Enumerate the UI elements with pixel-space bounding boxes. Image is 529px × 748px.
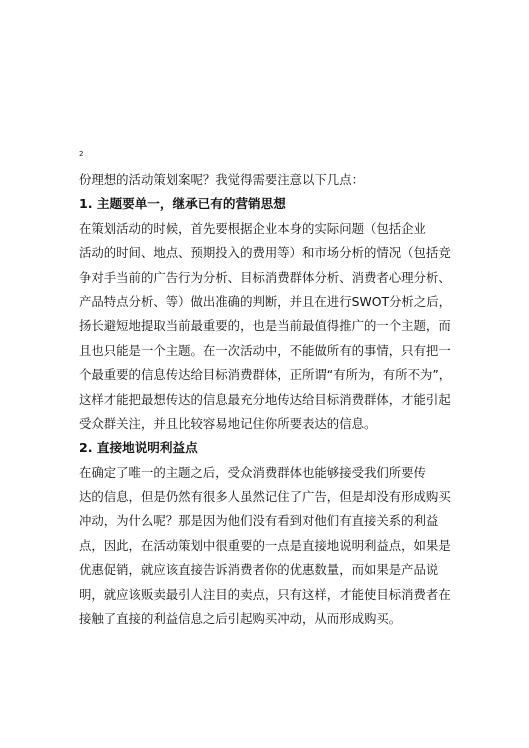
section-heading-1: 1. 主题要单一，继承已有的营销思想 [79, 196, 286, 212]
section-1-line: 这样才能把最想传达的信息最充分地传达给目标消费群体，才能引起 [79, 391, 451, 407]
section-1-line: 个最重要的信息传达给目标消费群体，正所谓“有所为，有所不为”， [79, 367, 452, 383]
section-2-line: 点，因此，在活动策划中很重要的一点是直接地说明利益点，如果是 [79, 537, 451, 553]
section-2-line: 在确定了唯一的主题之后，受众消费群体也能够接受我们所要传 [79, 464, 426, 480]
section-2-line: 优惠促销，就应该直接告诉消费者你的优惠数量，而如果是产品说 [79, 562, 439, 578]
page-number: 2 [79, 150, 84, 158]
section-1-line: 争对手当前的广告行为分析、目标消费群体分析、消费者心理分析、 [79, 269, 451, 285]
section-2-line: 明，就应该贩卖最引人注目的卖点，只有这样，才能使目标消费者在 [79, 586, 451, 602]
section-heading-2: 2. 直接地说明利益点 [79, 440, 198, 456]
section-2-line: 冲动，为什么呢？那是因为他们没有看到对他们有直接关系的利益 [79, 513, 439, 529]
section-1-line: 在策划活动的时候，首先要根据企业本身的实际问题（包括企业 [79, 220, 426, 236]
section-1-line: 产品特点分析、等）做出准确的判断，并且在进行SWOT分析之后， [79, 293, 451, 309]
section-1-line: 活动的时间、地点、预期投入的费用等）和市场分析的情况（包括竞 [79, 245, 451, 261]
section-2-line: 接触了直接的利益信息之后引起购买冲动，从而形成购买。 [79, 611, 402, 627]
section-1-line: 受众群关注，并且比较容易地记住你所要表达的信息。 [79, 415, 377, 431]
section-1-paragraph [79, 217, 451, 437]
section-1-line: 且也只能是一个主题。在一次活动中，不能做所有的事情，只有把一 [79, 342, 451, 358]
section-1-line: 扬长避短地提取当前最重要的，也是当前最值得推广的一个主题，而 [79, 318, 451, 334]
intro-line: 份理想的活动策划案呢？我觉得需要注意以下几点： [79, 172, 364, 187]
section-2-paragraph [79, 461, 451, 632]
document-body [79, 168, 451, 631]
section-2-line: 达的信息，但是仍然有很多人虽然记住了广告，但是却没有形成购买 [79, 489, 451, 505]
